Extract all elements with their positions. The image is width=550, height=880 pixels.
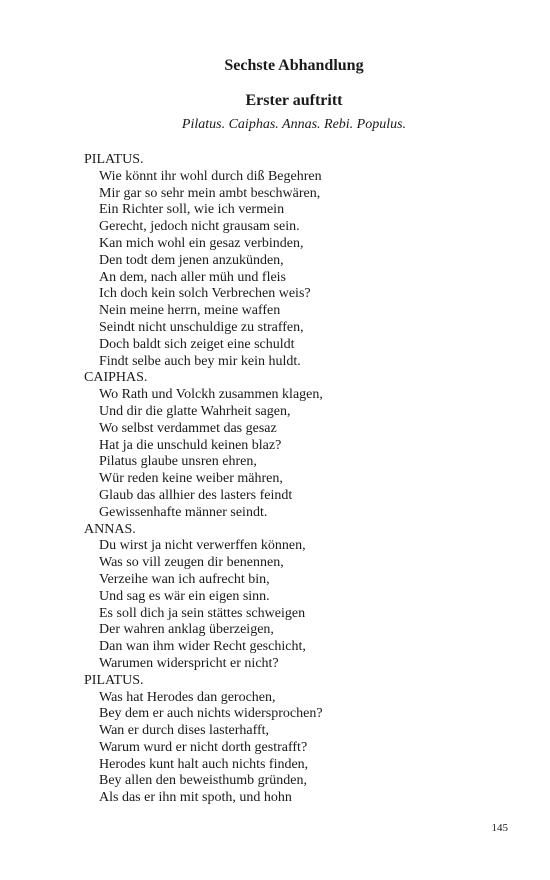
verse-line: Warum wurd er nicht dorth gestrafft? [99,739,308,755]
act-title: Sechste Abhandlung [224,57,364,74]
verse-line: Der wahren anklag überzeigen, [99,622,274,638]
page-number: 145 [491,822,508,834]
verse-line: Bey dem er auch nichts widersprochen? [99,706,323,722]
verse-line: Findt selbe auch bey mir kein huldt. [99,353,301,369]
speech-block [84,673,484,807]
verse-line: Wo selbst verdammet das gesaz [99,420,277,436]
verse-line: Gerecht, jedoch nicht grausam sein. [99,219,300,235]
verse-line: Du wirst ja nicht verwerffen können, [99,538,306,554]
verse-line: Was so vill zeugen dir benennen, [99,555,284,571]
speech-block [84,370,484,521]
verse-line: Nein meine herrn, meine waffen [99,303,281,319]
scene-title: Erster auftritt [245,92,343,109]
verse-line: Seindt nicht unschuldige zu straffen, [99,319,304,335]
speaker-name: CAIPHAS. [84,370,148,386]
verse-line: Verzeihe wan ich aufrecht bin, [99,571,270,587]
verse-line: Kan mich wohl ein gesaz verbinden, [99,235,304,251]
verse-line: Bey allen den beweisthumb gründen, [99,773,308,789]
speech-block [84,152,484,370]
verse-line: Warumen widerspricht er nicht? [99,655,279,671]
speaker-name: ANNAS. [84,521,136,537]
cast-list: Pilatus. Caiphas. Annas. Rebi. Populus. [181,117,407,132]
verse-line: Glaub das allhier des lasters feindt [99,487,293,503]
verse-line: Es soll dich ja sein stättes schweigen [99,605,306,621]
verse-line: Ich doch kein solch Verbrechen weis? [99,286,311,302]
verse-line: Mir gar so sehr mein ambt beschwären, [99,185,321,201]
verse-line: Herodes kunt halt auch nichts finden, [99,756,309,772]
verse-line: Hat ja die unschuld keinen blaz? [99,437,282,453]
speaker-name: PILATUS. [84,152,144,167]
verse-line: Doch baldt sich zeiget eine schuldt [99,336,295,352]
verse-line: Dan wan ihm wider Recht geschicht, [99,639,306,655]
verse-line: An dem, nach aller müh und fleis [99,269,287,285]
verse-line: Als das er ihn mit spoth, und hohn [99,790,292,806]
speaker-name: PILATUS. [84,672,144,688]
verse-line: Wie könnt ihr wohl durch diß Begehren [99,168,322,184]
dialogue [84,152,484,807]
verse-line: Was hat Herodes dan gerochen, [99,689,276,705]
verse-line: Wan er durch dises lasterhafft, [99,723,270,739]
verse-line: Und sag es wär ein eigen sinn. [99,588,270,604]
verse-line: Und dir die glatte Wahrheit sagen, [99,403,291,419]
verse-line: Pilatus glaube unsren ehren, [99,454,257,470]
speech-block [84,522,484,673]
verse-line: Gewissenhafte männer seindt. [99,504,268,520]
verse-line: Den todt dem jenen anzukünden, [99,252,284,268]
verse-line: Ein Richter soll, wie ich vermein [99,202,285,218]
verse-line: Wür reden keine weiber mähren, [99,471,283,487]
verse-line: Wo Rath und Volckh zusammen klagen, [99,387,323,403]
